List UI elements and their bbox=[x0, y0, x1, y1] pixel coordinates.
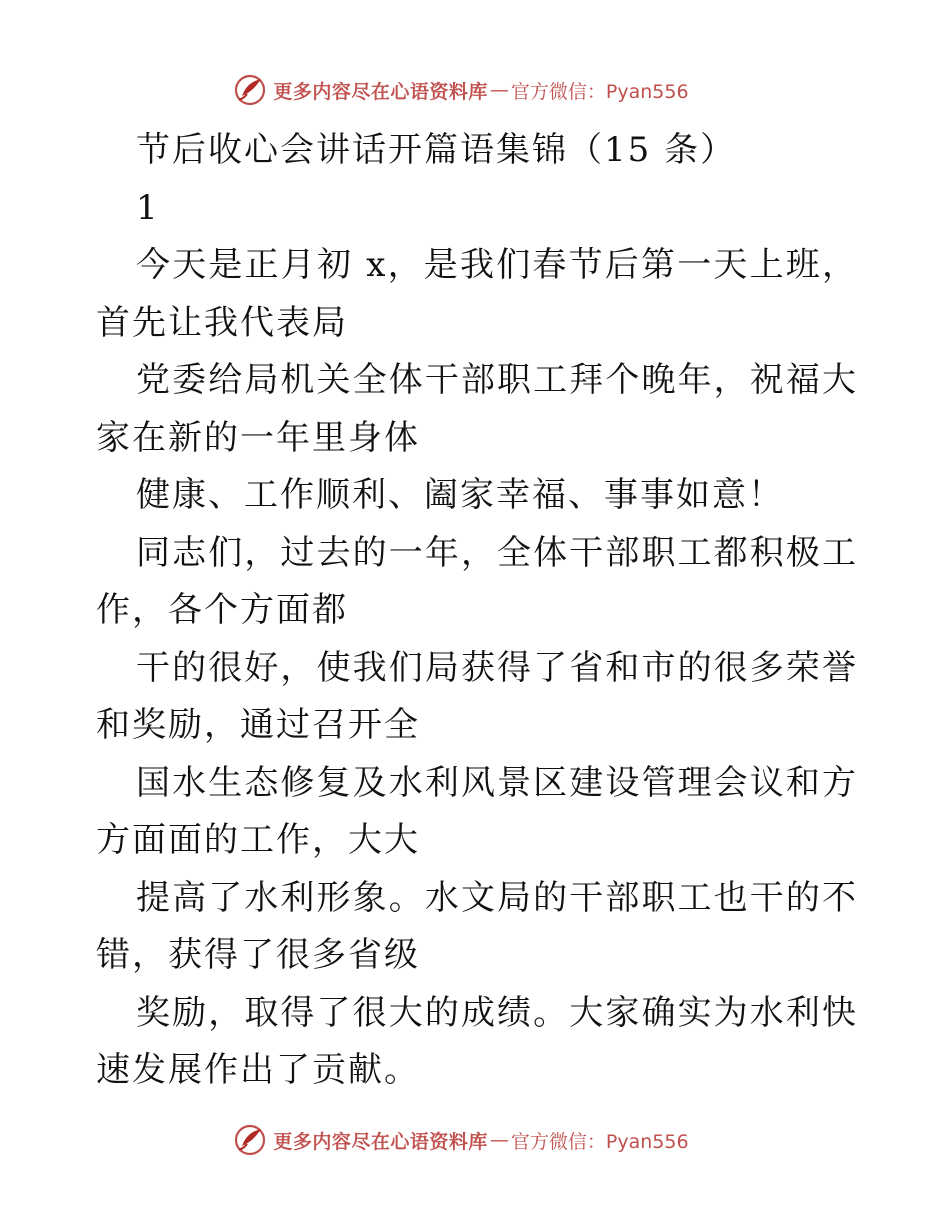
watermark-prefix: 更多内容尽在心语资料库 bbox=[273, 1130, 488, 1153]
watermark-dash: — bbox=[489, 1129, 509, 1151]
paragraph: 国水生态修复及水利风景区建设管理会议和方方面面的工作，大大 bbox=[96, 762, 858, 860]
watermark-dash: — bbox=[489, 79, 509, 101]
pen-logo-icon bbox=[233, 1123, 267, 1157]
watermark-prefix: 更多内容尽在心语资料库 bbox=[273, 80, 488, 103]
watermark-wechat: 官方微信：Pyan556 bbox=[510, 1130, 689, 1153]
paragraph: 同志们，过去的一年，全体干部职工都积极工作，各个方面都 bbox=[96, 532, 858, 630]
footer-watermark bbox=[0, 1120, 950, 1160]
paragraph: 党委给局机关全体干部职工拜个晚年，祝福大家在新的一年里身体 bbox=[96, 360, 858, 458]
paragraph: 提高了水利形象。水文局的干部职工也干的不错，获得了很多省级 bbox=[96, 877, 858, 975]
paragraph: 健康、工作顺利、阖家幸福、事事如意！ bbox=[136, 475, 784, 515]
section-number: 1 bbox=[136, 187, 160, 228]
paragraph: 奖励，取得了很大的成绩。大家确实为水利快速发展作出了贡献。 bbox=[96, 992, 858, 1090]
watermark-wechat: 官方微信：Pyan556 bbox=[510, 80, 689, 103]
paragraph: 今天是正月初 x，是我们春节后第一天上班，首先让我代表局 bbox=[96, 245, 858, 343]
document-title: 节后收心会讲话开篇语集锦（15 条） bbox=[136, 130, 737, 170]
document-body bbox=[96, 122, 858, 1100]
header-watermark bbox=[0, 70, 950, 110]
pen-logo-icon bbox=[233, 73, 267, 107]
paragraph: 干的很好，使我们局获得了省和市的很多荣誉和奖励，通过召开全 bbox=[96, 647, 858, 745]
